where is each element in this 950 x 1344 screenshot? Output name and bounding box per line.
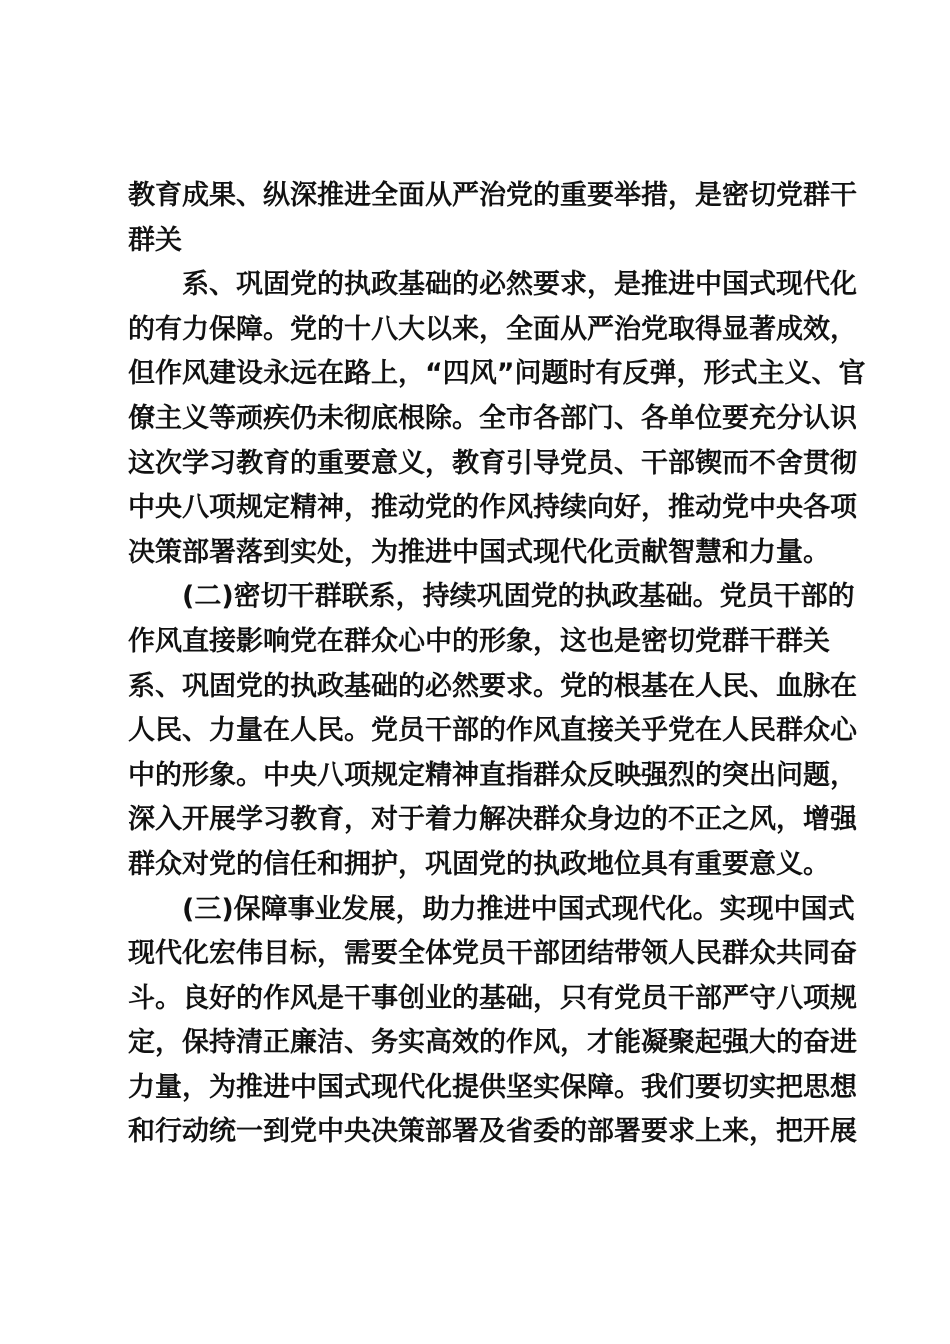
text-line: 现代化宏伟目标，需要全体党员干部团结带领人民群众共同奋	[128, 938, 857, 970]
text-line: 系、巩固党的执政基础的必然要求。党的根基在人民、血脉在	[128, 670, 857, 702]
text-line: 的有力保障。党的十八大以来，全面从严治党取得显著成效，	[128, 313, 857, 345]
text-line: 系、巩固党的执政基础的必然要求，是推进中国式现代化	[182, 269, 857, 301]
text-line: 僚主义等顽疾仍未彻底根除。全市各部门、各单位要充分认识	[128, 402, 857, 434]
text-line: 群关	[128, 224, 182, 256]
section-heading-line: (二)密切干群联系，持续巩固党的执政基础。党员干部的	[182, 581, 855, 613]
section-heading-line: (三)保障事业发展，助力推进中国式现代化。实现中国式	[182, 893, 855, 925]
text-line: 人民、力量在人民。党员干部的作风直接关乎党在人民群众心	[128, 715, 857, 747]
text-line: 和行动统一到党中央决策部署及省委的部署要求上来，把开展	[128, 1116, 857, 1148]
document-body	[128, 174, 866, 1155]
text-line: 深入开展学习教育，对于着力解决群众身边的不正之风，增强	[128, 804, 857, 836]
text-line: 斗。良好的作风是干事创业的基础，只有党员干部严守八项规	[128, 982, 857, 1014]
text-line: 力量，为推进中国式现代化提供坚实保障。我们要切实把思想	[128, 1071, 857, 1103]
text-line: 但作风建设永远在路上，“四风”问题时有反弹，形式主义、官	[128, 358, 866, 390]
text-line: 决策部署落到实处，为推进中国式现代化贡献智慧和力量。	[128, 536, 830, 568]
text-line: 定，保持清正廉洁、务实高效的作风，才能凝聚起强大的奋进	[128, 1027, 857, 1059]
text-line: 教育成果、纵深推进全面从严治党的重要举措，是密切党群干	[128, 180, 857, 211]
text-line: 中的形象。中央八项规定精神直指群众反映强烈的突出问题，	[128, 759, 857, 791]
text-line: 这次学习教育的重要意义，教育引导党员、干部锲而不舍贯彻	[128, 447, 857, 479]
text-line: 中央八项规定精神，推动党的作风持续向好，推动党中央各项	[128, 492, 857, 524]
text-line: 作风直接影响党在群众心中的形象，这也是密切党群干群关	[128, 625, 830, 657]
text-line: 群众对党的信任和拥护，巩固党的执政地位具有重要意义。	[128, 848, 830, 880]
